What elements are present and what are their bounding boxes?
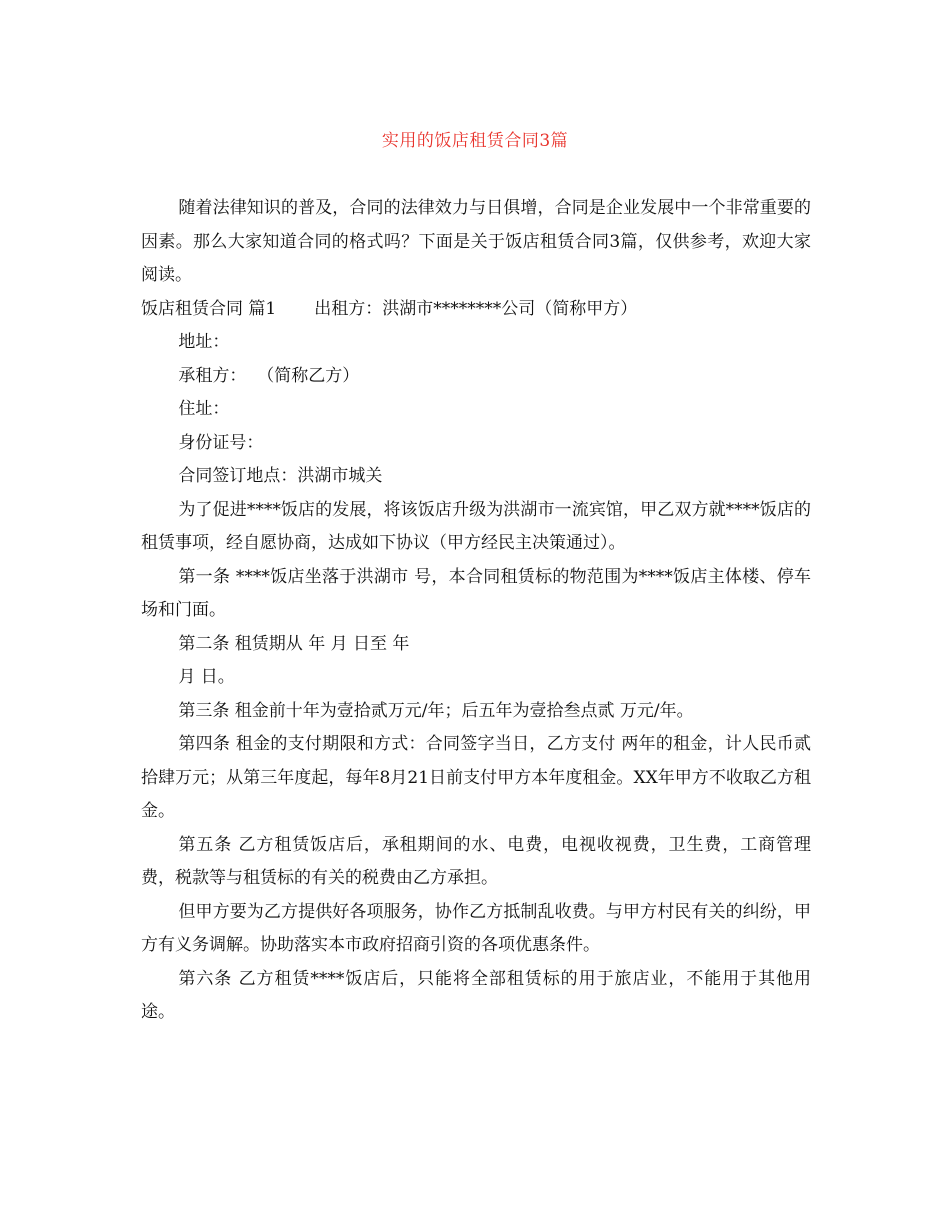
article-5-note-paragraph: 但甲方要为乙方提供好各项服务，协作乙方抵制乱收费。与甲方村民有关的纠纷，甲方有义务调解。协助落实本市政府招商引资的各项优惠条件。 <box>141 901 811 955</box>
article-6-paragraph: 第六条 乙方租赁****饭店后，只能将全部租赁标的用于旅店业，不能用于其他用途。 <box>141 968 811 1022</box>
lessor-line: 出租方：洪湖市********公司（简称甲方） <box>314 298 638 319</box>
lessee-line: 承租方： （简称乙方） <box>178 365 360 386</box>
article-5-paragraph: 第五条 乙方租赁饭店后，承租期间的水、电费，电视收视费，卫生费，工商管理费，税款等与租赁标的有关的税费由乙方承担。 <box>141 834 811 888</box>
article-2-line-2: 月 日。 <box>178 667 235 687</box>
id-number-line: 身份证号： <box>178 432 264 453</box>
section-heading-line <box>141 293 811 327</box>
preamble-paragraph: 为了促进****饭店的发展，将该饭店升级为洪湖市一流宾馆，甲乙双方就****饭店的租赁事项，经自愿协商，达成如下协议（甲方经民主决策通过）。 <box>141 499 811 553</box>
section-heading: 饭店租赁合同 篇1 <box>141 298 277 319</box>
article-1-paragraph: 第一条 ****饭店坐落于洪湖市 号，本合同租赁标的物范围为****饭店主体楼、停车场和门面。 <box>141 566 811 620</box>
article-3-paragraph: 第三条 租金前十年为壹拾贰万元/年；后五年为壹拾叁点贰 万元/年。 <box>178 700 694 721</box>
signing-place-line: 合同签订地点：洪湖市城关 <box>178 466 383 486</box>
article-4-paragraph: 第四条 租金的支付期限和方式：合同签字当日，乙方支付 两年的租金，计人民币贰拾肆万元；从第三年度起，每年8月21日前支付甲方本年度租金。XX年甲方不收取乙方租金。 <box>141 734 811 821</box>
document-title: 实用的饭店租赁合同3篇 <box>381 131 569 151</box>
document-body <box>141 192 811 1030</box>
address-line: 地址： <box>178 332 230 352</box>
intro-paragraph: 随着法律知识的普及，合同的法律效力与日俱增，合同是企业发展中一个非常重要的因素。那么大家知道合同的格式吗？下面是关于饭店租赁合同3篇，仅供参考，欢迎大家阅读。 <box>141 198 811 285</box>
article-2-line-1: 第二条 租赁期从 年 月 日至 年 <box>178 633 410 654</box>
residence-line: 住址： <box>178 399 230 419</box>
